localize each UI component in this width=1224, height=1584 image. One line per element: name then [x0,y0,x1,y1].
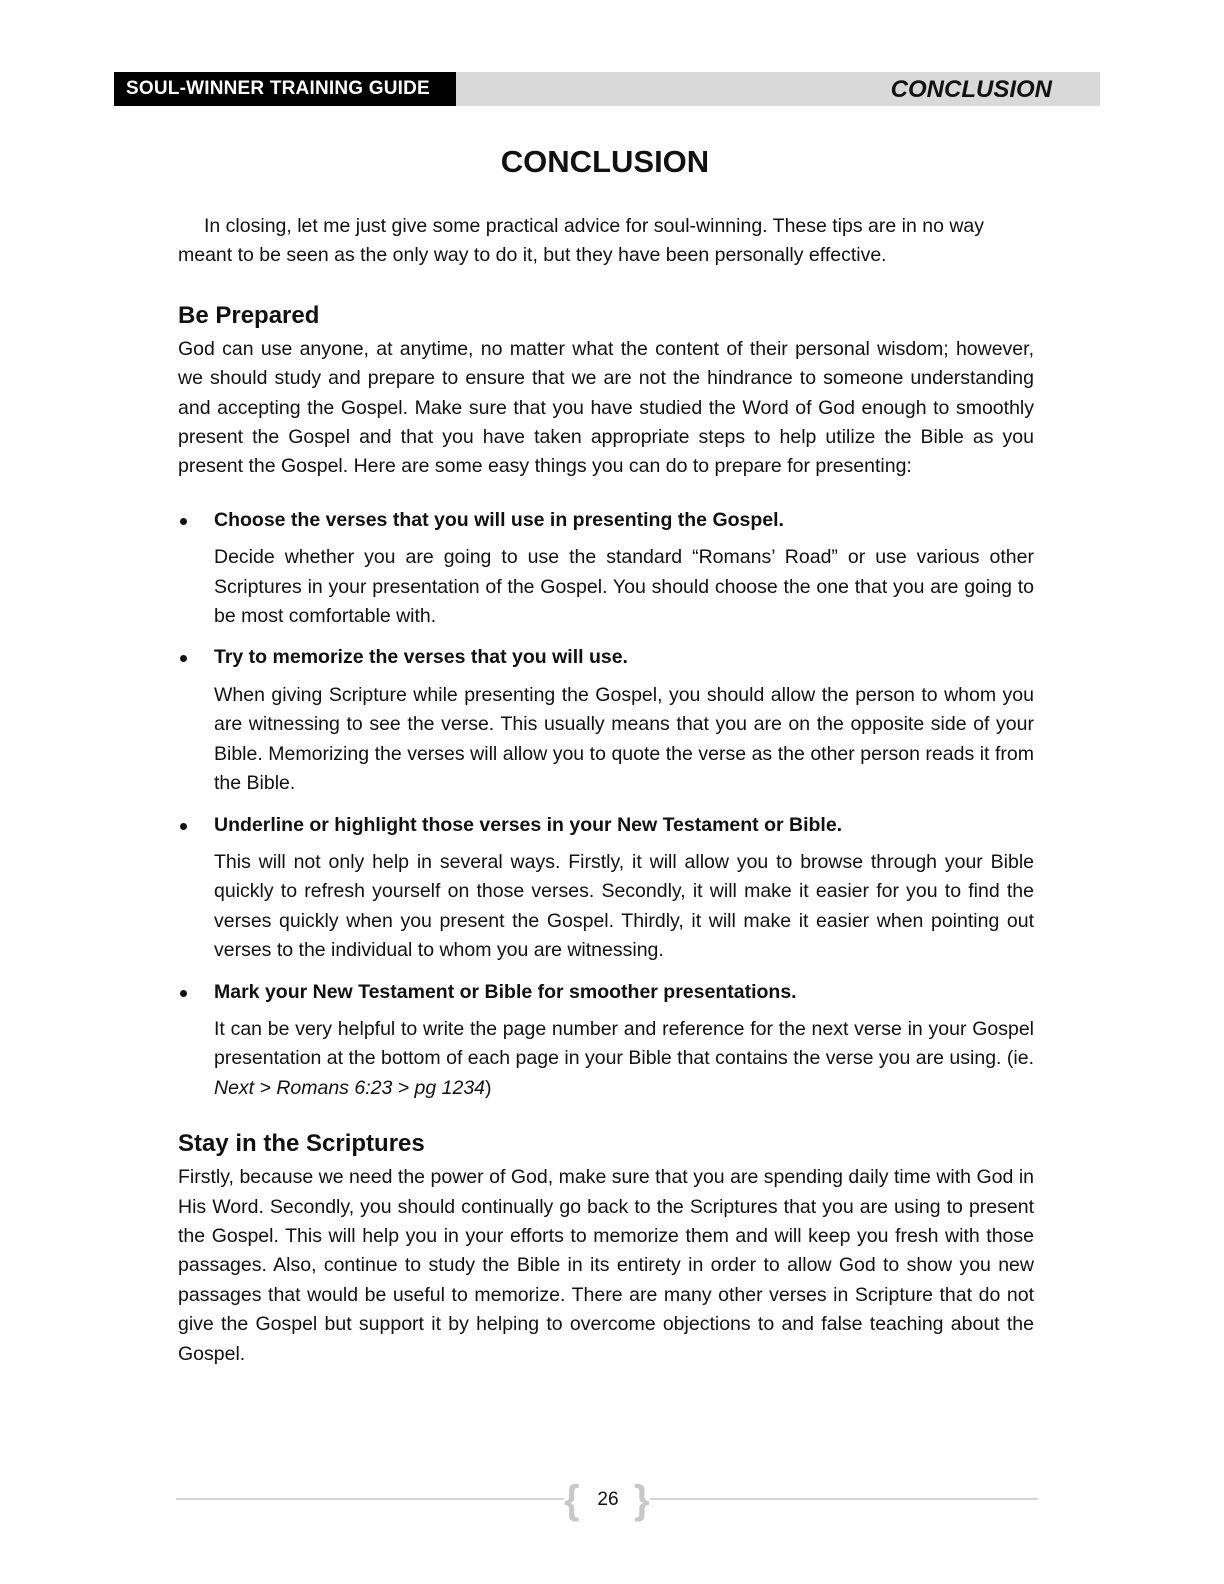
page-title: CONCLUSION [500,144,710,179]
page-content [178,212,1034,1369]
tip-body: When giving Scripture while presenting the Gospel, you should allow the person to whom you are witnessing to see the verse. This usually means that you are on the opposite side of your Bible. Memorizing the verses will allow you to quote the verse as the other person reads it from the Bible. [214,683,1034,795]
tip-body-text: It can be very helpful to write the page number and reference for the next verse in your Gospel presentation at the bottom of each page in your Bible that contains the verse you are using. (ie. [214,1017,1034,1070]
tip-title: Mark your New Testament or Bible for smoother presentations. [214,980,797,1003]
tip-title: Try to memorize the verses that you will use. [214,646,628,669]
open-bracket-icon: { [564,1478,580,1522]
list-item [178,506,1034,632]
section-heading: Stay in the Scriptures [178,1130,425,1158]
page-number: 26 [597,1489,619,1510]
tip-body: Decide whether you are going to use the standard “Romans’ Road” or use various other Scriptures in your presentation of the Gospel. You should choose the one that you are going to be most comfortable with. [214,546,1034,628]
section-label: CONCLUSION [890,76,1052,103]
guide-title: SOUL-WINNER TRAINING GUIDE [114,72,456,106]
tip-body-example: Next > Romans 6:23 > pg 1234 [214,1076,486,1099]
section-paragraph: God can use anyone, at anytime, no matter what the content of their personal wisdom; however, we should study and prepare to ensure that we are not the hindrance to someone understanding and accepting the Gospel. Make sure that you have studied the Word of God enough to smoothly present the Gospel and that you have taken appropriate steps to help utilize the Bible as you present the Gospel. Here are some easy things you can do to prepare for presenting: [178,337,1034,478]
list-item [178,811,1034,966]
bullet-icon [180,518,187,525]
section-paragraph: Firstly, because we need the power of God, make sure that you are spending daily time with God in His Word. Secondly, you should continually go back to the Scriptures that you are using to present the Gospel. This will help you in your efforts to memorize them and will keep you fresh with those passages. Also, continue to study the Bible in its entirety in order to allow God to show you new passages that would be useful to memorize. There are many other verses in Scripture that do not give the Gospel but support it by helping to overcome objections to and false teaching about the Gospel. [178,1166,1034,1365]
tips-list [178,506,1034,1103]
bullet-icon [180,655,187,662]
tip-title: Underline or highlight those verses in your New Testament or Bible. [214,813,843,836]
bullet-icon [180,990,187,997]
footer-divider [650,1498,1038,1500]
section-be-prepared [178,301,1034,331]
bullet-icon [180,823,187,830]
tip-title: Choose the verses that you will use in presenting the Gospel. [214,508,784,531]
tip-body-end: ) [485,1076,492,1099]
tip-body [214,1015,1034,1103]
list-item [178,643,1034,798]
close-bracket-icon: } [634,1478,650,1522]
list-item [178,978,1034,1104]
section-stay-in-scriptures [178,1129,1034,1159]
intro-paragraph: In closing, let me just give some practical advice for soul-winning. These tips are in no way meant to be seen as the only way to do it, but they have been personally effective. [178,215,985,267]
running-header [114,72,1100,106]
section-heading: Be Prepared [178,301,320,329]
tip-body: This will not only help in several ways. Firstly, it will allow you to browse through your Bible quickly to refresh yourself on those verses. Secondly, it will make it easier for you to find the verses quickly when you present the Gospel. Thirdly, it will make it easier when pointing out verses to the individual to whom you are witnessing. [214,850,1034,962]
footer-divider [176,1498,564,1500]
page-footer [176,1478,1038,1522]
